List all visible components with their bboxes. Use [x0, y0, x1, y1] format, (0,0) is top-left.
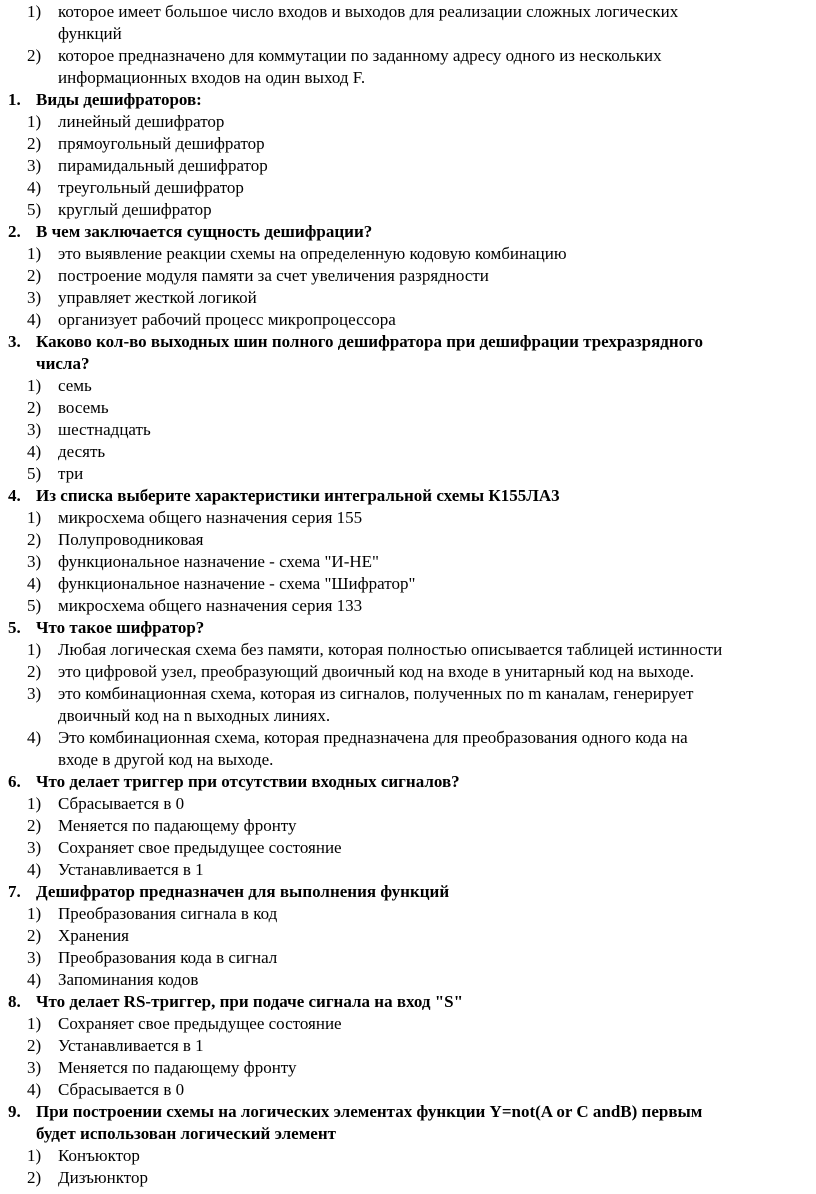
question-number: 7. — [8, 882, 21, 901]
answer-line — [0, 815, 816, 837]
document-page — [0, 1, 816, 1189]
question-line — [0, 1101, 816, 1123]
answer-number: 4) — [27, 970, 42, 989]
answer-number: 1) — [27, 1014, 42, 1033]
question-line — [0, 881, 816, 903]
answer-line — [0, 661, 816, 683]
answer-line — [0, 441, 816, 463]
answer-line — [0, 1057, 816, 1079]
answer-text: семь — [58, 376, 92, 395]
answer-number: 2) — [27, 1036, 42, 1055]
answer-line — [0, 23, 816, 45]
question-line — [0, 331, 816, 353]
answer-line — [0, 463, 816, 485]
answer-text: Это комбинационная схема, которая предназначена для преобразования одного кода на — [58, 728, 688, 747]
question-line — [0, 991, 816, 1013]
question-text: При построении схемы на логических элементах функции Y=not(A or C andB) первым — [36, 1102, 703, 1121]
question-text: Что делает триггер при отсутствии входных сигналов? — [36, 772, 460, 791]
answer-text: треугольный дешифратор — [58, 178, 244, 197]
answer-text: Полупроводниковая — [58, 530, 204, 549]
answer-line — [0, 947, 816, 969]
answer-number: 3) — [27, 552, 42, 571]
answer-text: микросхема общего назначения серия 133 — [58, 596, 363, 615]
answer-text: функциональное назначение - схема "И-НЕ" — [58, 552, 379, 571]
answer-text: микросхема общего назначения серия 155 — [58, 508, 363, 527]
answer-number: 4) — [27, 728, 42, 747]
question-line — [0, 221, 816, 243]
answer-text: восемь — [58, 398, 109, 417]
answer-text: Любая логическая схема без памяти, которая полностью описывается таблицей истинности — [58, 640, 723, 659]
answer-text: организует рабочий процесс микропроцессора — [58, 310, 396, 329]
answer-text: входе в другой код на выходе. — [58, 750, 274, 769]
answer-line — [0, 925, 816, 947]
answer-line — [0, 309, 816, 331]
answer-text: построение модуля памяти за счет увеличения разрядности — [58, 266, 489, 285]
question-number: 8. — [8, 992, 21, 1011]
question-text: Каково кол-во выходных шин полного дешифратора при дешифрации трехразрядного — [36, 332, 703, 351]
answer-number: 4) — [27, 860, 42, 879]
answer-line — [0, 45, 816, 67]
question-line — [0, 617, 816, 639]
answer-line — [0, 199, 816, 221]
answer-number: 3) — [27, 288, 42, 307]
answer-text: Запоминания кодов — [58, 970, 199, 989]
answer-line — [0, 507, 816, 529]
answer-number: 1) — [27, 376, 42, 395]
answer-line — [0, 419, 816, 441]
answer-number: 2) — [27, 926, 42, 945]
answer-text: которое имеет большое число входов и выходов для реализации сложных логических — [58, 2, 679, 21]
question-number: 9. — [8, 1102, 21, 1121]
answer-text: Сбрасывается в 0 — [58, 794, 185, 813]
answer-text: это комбинационная схема, которая из сигналов, полученных по m каналам, генерирует — [58, 684, 694, 703]
answer-number: 2) — [27, 816, 42, 835]
answer-text: Преобразования сигнала в код — [58, 904, 278, 923]
answer-number: 2) — [27, 398, 42, 417]
question-text: Что делает RS-триггер, при подаче сигнала на вход "S" — [36, 992, 464, 1011]
answer-line — [0, 683, 816, 705]
answer-line — [0, 287, 816, 309]
answer-number: 2) — [27, 46, 42, 65]
answer-line — [0, 859, 816, 881]
question-text: В чем заключается сущность дешифрации? — [36, 222, 373, 241]
answer-line — [0, 529, 816, 551]
answer-number: 2) — [27, 1168, 42, 1187]
answer-text: Сохраняет свое предыдущее состояние — [58, 1014, 342, 1033]
answer-number: 1) — [27, 508, 42, 527]
answer-number: 5) — [27, 464, 42, 483]
answer-text: десять — [58, 442, 106, 461]
answer-text: Сбрасывается в 0 — [58, 1080, 185, 1099]
answer-line — [0, 1013, 816, 1035]
answer-text: Меняется по падающему фронту — [58, 1058, 297, 1077]
answer-number: 1) — [27, 640, 42, 659]
answer-number: 4) — [27, 442, 42, 461]
question-text: Из списка выберите характеристики интегральной схемы К155ЛА3 — [36, 486, 560, 505]
answer-number: 4) — [27, 310, 42, 329]
answer-text: пирамидальный дешифратор — [58, 156, 268, 175]
answer-number: 2) — [27, 134, 42, 153]
answer-number: 1) — [27, 112, 42, 131]
question-number: 3. — [8, 332, 21, 351]
answer-number: 2) — [27, 266, 42, 285]
answer-number: 4) — [27, 178, 42, 197]
question-text: числа? — [36, 354, 90, 373]
answer-line — [0, 837, 816, 859]
answer-number: 3) — [27, 420, 42, 439]
answer-line — [0, 67, 816, 89]
answer-line — [0, 133, 816, 155]
answer-text: Сохраняет свое предыдущее состояние — [58, 838, 342, 857]
answer-number: 1) — [27, 244, 42, 263]
answer-text: линейный дешифратор — [58, 112, 225, 131]
answer-text: Хранения — [58, 926, 129, 945]
answer-number: 5) — [27, 596, 42, 615]
answer-number: 3) — [27, 684, 42, 703]
answer-text: прямоугольный дешифратор — [58, 134, 265, 153]
answer-line — [0, 397, 816, 419]
question-text: будет использован логический элемент — [36, 1124, 336, 1143]
answer-text: функций — [58, 24, 122, 43]
answer-line — [0, 749, 816, 771]
answer-number: 1) — [27, 1146, 42, 1165]
answer-line — [0, 1145, 816, 1167]
answer-line — [0, 155, 816, 177]
answer-number: 2) — [27, 662, 42, 681]
answer-line — [0, 1035, 816, 1057]
answer-text: двоичный код на n выходных линиях. — [58, 706, 331, 725]
answer-line — [0, 969, 816, 991]
question-line — [0, 353, 816, 375]
answer-line — [0, 595, 816, 617]
answer-text: Конъюктор — [58, 1146, 140, 1165]
answer-line — [0, 111, 816, 133]
answer-line — [0, 903, 816, 925]
answer-text: это выявление реакции схемы на определенную кодовую комбинацию — [58, 244, 567, 263]
answer-number: 1) — [27, 904, 42, 923]
answer-line — [0, 573, 816, 595]
answer-number: 1) — [27, 2, 42, 21]
answer-text: это цифровой узел, преобразующий двоичный код на входе в унитарный код на выходе. — [58, 662, 694, 681]
answer-line — [0, 265, 816, 287]
answer-text: круглый дешифратор — [58, 200, 212, 219]
question-line — [0, 89, 816, 111]
answer-number: 3) — [27, 156, 42, 175]
question-text: Дешифратор предназначен для выполнения функций — [36, 882, 450, 901]
answer-text: которое предназначено для коммутации по заданному адресу одного из нескольких — [58, 46, 662, 65]
answer-line — [0, 1079, 816, 1101]
question-text: Что такое шифратор? — [36, 618, 205, 637]
question-line — [0, 485, 816, 507]
answer-text: Меняется по падающему фронту — [58, 816, 297, 835]
question-line — [0, 771, 816, 793]
answer-number: 4) — [27, 1080, 42, 1099]
answer-text: Дизъюнктор — [58, 1168, 148, 1187]
answer-line — [0, 375, 816, 397]
question-number: 6. — [8, 772, 21, 791]
answer-line — [0, 243, 816, 265]
answer-number: 5) — [27, 200, 42, 219]
answer-line — [0, 1, 816, 23]
answer-line — [0, 551, 816, 573]
answer-text: функциональное назначение - схема "Шифратор" — [58, 574, 416, 593]
answer-line — [0, 727, 816, 749]
answer-text: управляет жесткой логикой — [58, 288, 257, 307]
answer-number: 3) — [27, 838, 42, 857]
answer-number: 1) — [27, 794, 42, 813]
answer-text: Устанавливается в 1 — [58, 1036, 204, 1055]
question-number: 4. — [8, 486, 21, 505]
answer-text: Преобразования кода в сигнал — [58, 948, 278, 967]
answer-number: 4) — [27, 574, 42, 593]
answer-line — [0, 793, 816, 815]
answer-line — [0, 639, 816, 661]
answer-line — [0, 705, 816, 727]
answer-text: три — [58, 464, 84, 483]
question-number: 1. — [8, 90, 21, 109]
answer-number: 2) — [27, 530, 42, 549]
answer-text: шестнадцать — [58, 420, 151, 439]
question-number: 5. — [8, 618, 21, 637]
answer-number: 3) — [27, 1058, 42, 1077]
answer-text: Устанавливается в 1 — [58, 860, 204, 879]
answer-line — [0, 1167, 816, 1189]
question-number: 2. — [8, 222, 21, 241]
answer-text: информационных входов на один выход F. — [58, 68, 366, 87]
answer-number: 3) — [27, 948, 42, 967]
question-text: Виды дешифраторов: — [36, 90, 202, 109]
answer-line — [0, 177, 816, 199]
question-line — [0, 1123, 816, 1145]
